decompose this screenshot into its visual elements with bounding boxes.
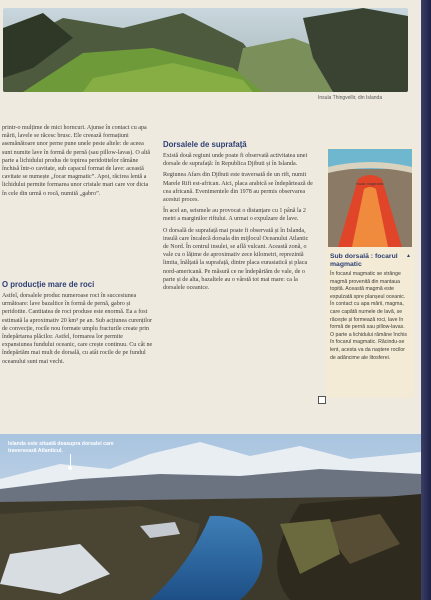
sidebar-title: Sub dorsală : focarul magmatic <box>330 253 398 268</box>
triangle-icon: ▲ <box>406 253 411 259</box>
left-column-bottom <box>2 280 154 369</box>
sidebar-text: În focarul magmatic se strânge magmă provenită din mantaua topită. Această magmă este expulzată spre planșeul oceanic. În contact cu apa mării, magma, care capătă numele de lavă, se răcește și formează roci, lave în formă de pernă sau pillow-lavas. O parte a lichidului rămâne închis în focarul magmatic. Răcindu-se lent, acesta va da naștere rocilor de adâncime ale litosferei. <box>330 271 407 361</box>
surface-ridges-paragraph-3: În acel an, seismele au provocat o distanțare cu 1 până la 2 metri a marginilor riftului. A urmat o expulzare de lave. <box>163 208 306 223</box>
book-cover-edge <box>421 0 431 600</box>
surface-ridges-paragraph-4: O dorsală de suprafață mai poate fi observată și în Islanda, insulă care încalecă dorsala din mijlocul Oceanului Atlantic de Nord. În centrul insulei, se află vulcani. Această zonă, o vale cu o lățime de aproximativ zece kilometri, reprezintă limita, înălțată la suprafață, dintre placa eurasiatică și placa nord-americană. Pe măsură ce ne îndepărtăm de vale, de o parte și de alta, bazaltele au o vârstă tot mai mare: ca la dorsalele oceanice. <box>163 227 309 292</box>
sidebar-box <box>326 147 414 398</box>
caption-pointer-dot <box>68 466 72 470</box>
middle-column <box>163 140 313 295</box>
section-heading-surface-ridges: Dorsalele de suprafață <box>163 140 247 149</box>
surface-ridges-paragraph-2: Regiunea Afars din Djibuti este traversată de un rift, numit Marele Rift est-african. Aici, placa arabică se îndepărtează de cea africană. Evenimentele din 1978 au permis observarea acestui proces. <box>163 172 313 204</box>
bottom-photo-caption: Islanda este situată deasupra dorsalei care traversează Atlanticul. <box>8 441 114 454</box>
surface-ridges-paragraph-1: Există două regiuni unde poate fi observată activitatea unei dorsale de suprafață: în Republica Djibuti și în Islanda. <box>163 153 308 168</box>
rock-production-paragraph: Astfel, dorsalele produc numeroase roci în succesiunea următoare: lave bazaltice în formă de pernă, gabro și peridotite. Cantitatea de roci produse este enormă. Ea a fost estimată la aproximativ 20 km³ pe an. Sub acțiunea curenților de convecție, rocile nou formate umplu fracturile create prin îndepărtarea plăcilor. Astfel, formarea lor permite expansiunea fundului oceanic, care crește continuu. Cu cât ne îndepărtăm mai mult de dorsală, cu atât rocile de pe fundul oceanului sunt mai vechi. <box>2 293 153 365</box>
diagram-label: focar magmatic <box>356 181 384 186</box>
magma-chamber-diagram <box>328 149 412 247</box>
cross-reference-icon <box>318 396 326 404</box>
bottom-landscape-photo <box>0 434 421 600</box>
intro-paragraph: printr-o mulțime de mici horncuri. Ajunse în contact cu apa mării, lavele se răcesc brusc. Ele creează formațiuni asemănătoare unor perne pune unele peste altele: de aceea sunt numite lave în formă de pernă (sau pillow-lavas). O altă parte a lichidului produs de topirea peridotitelor rămâne închisă într-o cavitate, sub capacul format de lave: această cavitate se numește „focar magmatic”. Apoi, răcirea lentă a lichidului permite formarea unor cristale mari care vor dicta în cele din urmă o rocă, numită „gabro”. <box>2 125 151 197</box>
left-column-top <box>2 124 154 201</box>
top-landscape-photo <box>3 8 408 92</box>
section-heading-rock-production: O producție mare de roci <box>2 280 95 289</box>
top-photo-caption: Insula Thingvellir, din Islanda <box>318 95 383 101</box>
